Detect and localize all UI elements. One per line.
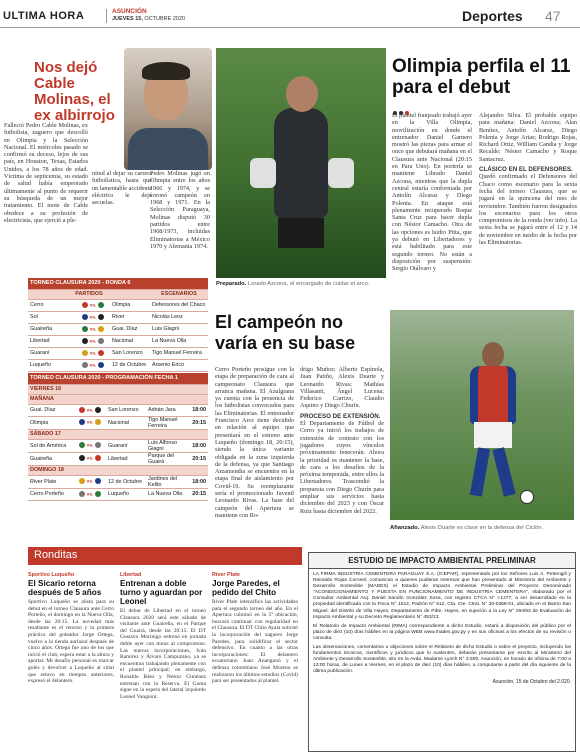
ronda6-row [28, 299, 208, 311]
ronditas-title: Ronditas [34, 549, 78, 561]
player-leg-left [470, 447, 490, 496]
ronda6-home: Libertad [28, 335, 76, 347]
legal-notice [308, 552, 576, 752]
ronda6-home: Luqueño [28, 359, 76, 371]
fecha1-row [28, 488, 208, 500]
fecha1-day: DOMINGO 18 [28, 465, 208, 475]
goalkeeper-shorts [278, 218, 324, 248]
vs-mark: vs. [86, 492, 94, 498]
fecha1-venue: Tigo Manuel Ferreira [146, 416, 188, 429]
football-icon [520, 490, 534, 504]
ronditas-headline: Entrenan a doble turno y aguardan por Leonel [120, 579, 203, 606]
ronda6-vs-cell [76, 359, 110, 371]
ronditas-tag: Libertad [120, 572, 142, 578]
club-crest-icon [82, 314, 88, 320]
fecha1-venue: Adrián Jara [146, 404, 188, 416]
olimpia-col2 [479, 112, 577, 246]
fecha1-home: Guai. Díaz [28, 404, 74, 416]
fecha1-away: Luqueño [106, 488, 146, 500]
cerro-col1: Cerro Porteño prosigue con la etapa de preparación de cara al campeonato Clausura que arranca mañana. El Azulgrana ya cuenta con la presencia de los futbolistas convocados para las Eliminatorias. El entrenador Francisco Arce tiene decidido en relación al equipo que presentará en el estreno ante Luqueño (domingo 18, 20:15), siendo la única variante obligada en la zona izquierda de la defensa, ya que Santiago Arzamendia se encuentra en la etapa final de aislamiento por Covid-19. Su reemplazante sería el promocionado Juvenil Leonardo Rivas. La base del campeón del Apertura se mantiene con Ro- [215, 366, 294, 519]
fecha1-venue: Jardines del Kelito [146, 475, 188, 488]
olimpia-caption [216, 281, 391, 287]
club-crest-icon [79, 442, 85, 448]
fecha1-vs-cell [74, 475, 106, 488]
ronditas-item [120, 572, 206, 700]
legal-notice-title: ESTUDIO DE IMPACTO AMBIENTAL PRELIMINAR [309, 553, 575, 569]
club-crest-icon [79, 407, 85, 413]
player-head [482, 342, 504, 368]
fecha1-vs-cell [74, 416, 106, 429]
ronditas-text: River Plate intensifica las actividades para el segundo torneo del año. En el Apertura culminó en la 5ª ubicación, buscará continuar con regularidad en el Clausura. El DT Chito Ayala solicitó la incorporación del zaguero Jorge Paredes, para solidificar el sector defensivo. En cuanto a las otras incorporaciones: El delantero ecuatoriano Juan Anangonó y el defensa colombiano José Moreno se realizaron los últimos estudios (Covid) para ser presentados al plantel. [212, 599, 299, 685]
fecha1-slot-row [28, 394, 208, 404]
ronda6-venue: La Nueva Olla [150, 335, 208, 347]
fecha1-vs-cell [74, 452, 106, 465]
cerro-col2 [300, 366, 384, 515]
ronda6-vs-cell [76, 335, 110, 347]
header-date-prefix: JUEVES 15, [112, 16, 143, 22]
fecha1-away: 12 de Octubre [106, 475, 146, 488]
fecha1-away: Guaraní [106, 439, 146, 452]
club-crest-icon [79, 455, 85, 461]
cerro-caption [390, 525, 576, 531]
ronditas-headline: El Sicario retorna después de 5 años [28, 579, 102, 597]
fecha1-day-row [28, 429, 208, 439]
cerro-col2b: El Departamento de Fútbol de Cerro ya inició los trabajos de extensión de contrato con los jugadores cuyos vínculos próximamente fenecerán. Ahora la prioridad es mantener la base, de cara a los desafíos de la próxima temporada, entre ellos la Libertadores. Trascendió la propuesta con Diego Churín para ampliar sus servicios hasta diciembre del 2023 y con Óscar Ruiz hasta diciembre del 2022. [300, 420, 384, 515]
fecha1-day: VIERNES 16 [28, 384, 208, 394]
fecha1-vs-cell [74, 488, 106, 500]
ronda6-row [28, 311, 208, 323]
fecha1-day-row [28, 384, 208, 394]
ronda6-row [28, 347, 208, 359]
fecha1-vs-cell [74, 439, 106, 452]
header-date [112, 16, 185, 22]
ronda6-away: San Lorenzo [110, 347, 150, 359]
fecha1-home: Guaireña [28, 452, 74, 465]
ronditas-tag: Sportivo Luqueño [28, 572, 75, 578]
vs-mark: vs. [89, 315, 97, 321]
ronditas-item [212, 572, 298, 685]
molinas-hair [142, 62, 190, 80]
ronda6-table [28, 278, 208, 372]
club-crest-icon [79, 419, 85, 425]
molinas-shirt [128, 128, 208, 170]
ronditas-text: Sportivo Luqueño se alista para su debut en el torneo Clausura ante Cerro Porteño, el domingo en la Nueva Olla, desde las 20:15. La novedad más resaltante es el retorno y la primera práctica del goleador Jorge Ortega, vuelve a la tienda auriazul después de cinco años. Ortega fue uno de los que inició el club, espera estar a la altura y aportar. Mi desafío personal es marcar goles y devolver a Luqueño al sitial que estuvo en tiempos anteriores, expresó el delantero. [28, 599, 114, 685]
club-crest-icon [82, 350, 88, 356]
cerro-photo [390, 310, 574, 520]
fecha1-time: 18:00 [188, 475, 208, 488]
fecha1-time: 20:15 [188, 488, 208, 500]
fecha1-time: 20:15 [188, 452, 208, 465]
legal-notice-signature: Asunción, 15 de Octubre del 2.020. [492, 678, 571, 685]
ronditas-bar [28, 547, 302, 565]
fecha1-row [28, 439, 208, 452]
ronditas-text: El debut de Libertad en el torneo Clausura 2020 será este sábado de visitante ante Guaireña, en el Parque del Guairá, desde las 20:15. El DT Gustavo Morínigo entrenó en jornada doble ayer con miras al compromiso. Las nuevas incorporaciones, Iván Ramírez y Álvaro Campuzano, ya se encuentran trabajando plenamente con el plantel principal; en embargo, Ronaldo Báez y Néstor Giménez entrenan con la Reserva. El Guma sigue en la espera del lateral izquierdo Leonel Vangioni. [120, 608, 206, 700]
header-date-suffix: OCTUBRE 2020 [144, 16, 186, 22]
vs-mark: vs. [86, 456, 94, 462]
ronda6-venue: Luis Giagni [150, 323, 208, 335]
olimpia-col1: El plantel franjeado trabajó ayer en la Villa Olimpia, movilización en donde el entrenador Daniel Garnero mostró las piezas para armar el once que debutará mañana en el Clausura ante Nacional (20:15 en Para Uno). En portería se mantiene Librado Daniel Azcona, mientras que la dupla central estaría conformada por Antolín Alcaraz y Diego Polenta. En ataque está plenamente recuperado Roque Santa Cruz para hacer dupla con Néstor Camacho. Otra de las opciones es Isidro Pitta, que ya debutó en Libertadores y está habilitado para este segundo torneo. No están a disposición por suspensión: Sergio Otálvaro y [392, 112, 472, 273]
header-city: ASUNCIÓN [112, 8, 147, 15]
club-crest-icon [82, 338, 88, 344]
molinas-headline: Nos dejó Cable Molinas, el ex albirrojo [34, 59, 115, 124]
club-crest-icon [95, 419, 101, 425]
fecha1-time: 18:00 [188, 404, 208, 416]
ronda6-venue: Nicolás Leoz [150, 311, 208, 323]
cerro-col2a: drigo Muñoz; Alberto Espínola, Juan Patiño, Alexis Duarte y Leonardo Rivas; Mathías Villasanti, Ángel Lucena; Federico Carrizo, Claudio Aquino y Diego Churín. [300, 366, 384, 410]
club-crest-icon [82, 302, 88, 308]
vs-mark: vs. [86, 479, 94, 485]
fecha1-home: Sol de América [28, 439, 74, 452]
ronda6-home: Cerro [28, 299, 76, 311]
fecha1-home: River Plate [28, 475, 74, 488]
page-header [0, 0, 580, 28]
fecha1-away: San Lorenzo [106, 404, 146, 416]
fecha1-row [28, 475, 208, 488]
ronda6-vs-cell [76, 299, 110, 311]
fecha1-row [28, 416, 208, 429]
fecha1-day: SÁBADO 17 [28, 429, 208, 439]
ronda6-venue: Defensores del Chaco [150, 299, 208, 311]
ronda6-title: TORNEO CLAUSURA 2020 - RONDA 6 [28, 278, 208, 289]
vs-mark: vs. [89, 327, 97, 333]
ronda6-row [28, 359, 208, 371]
legal-notice-body [309, 569, 575, 688]
ronda6-away: Nacional [110, 335, 150, 347]
ronditas-item [28, 572, 114, 685]
header-category: Deportes [462, 8, 523, 24]
club-crest-icon [98, 362, 104, 368]
vs-mark: vs. [89, 351, 97, 357]
player-leg-right [492, 447, 515, 496]
cerro-headline: El campeón no varía en su base [215, 312, 356, 353]
vs-mark: vs. [89, 363, 97, 369]
molinas-col3: Pedro Molinas jugó en Olimpia entre los años 1966 y 1974, y se coronó campeón en 1968 y 1971. En la Selección Paraguaya, Molinas disputó 30 partidos entre 1968/1973, incluidas Eliminatorias a México 1970 y Alemania 1974. [150, 170, 210, 250]
ronda6-vs-cell [76, 323, 110, 335]
fecha1-home: Cerro Porteño [28, 488, 74, 500]
fecha1-time: 18:00 [188, 439, 208, 452]
molinas-col2: nitud al dejar su carrera futbolística, hasta que un lamentable accidente eléctrico le dejó secuelas. [92, 170, 152, 207]
ronda6-away: 12 de Octubre [110, 359, 150, 371]
olimpia-headline: Olimpia perfila el 11 para el debut [392, 56, 571, 98]
fecha1-away: Nacional [106, 416, 146, 429]
vs-mark: vs. [86, 420, 94, 426]
ronda6-col-stadium: ESCENARIOS [150, 289, 208, 299]
fecha1-home: Olimpia [28, 416, 74, 429]
fecha1-slot: MAÑANA [28, 394, 208, 404]
vs-mark: vs. [89, 303, 97, 309]
ronda6-home: Guaireña [28, 323, 76, 335]
club-crest-icon [98, 350, 104, 356]
page-number: 47 [545, 8, 561, 24]
fecha1-venue: Luis Alfonso Giagni [146, 439, 188, 452]
club-crest-icon [95, 442, 101, 448]
player-shirt [470, 366, 516, 424]
vs-mark: vs. [86, 443, 94, 449]
fecha1-venue: La Nueva Olla [146, 488, 188, 500]
club-crest-icon [95, 491, 101, 497]
cerro-col2-subhead: PROCESO DE EXTENSIÓN. [300, 412, 381, 420]
ronditas-columns [28, 572, 302, 752]
ronda6-away: River [110, 311, 150, 323]
goalkeeper-body [274, 108, 328, 218]
legal-notice-p2: El Relatorio de Impacto Ambiental (RIMA) correspondiente a dicho Estudio, estará a disposición del público por el plazo de diez (10) días hábiles en la página WEB www.mades.gov.py y en sus oficinas a los efectos de su revisión o consulta. [313, 623, 571, 641]
molinas-col1: Falleció Pedro Cable Molinas, ex futbolista, zaguero que descolló en Olimpia y la Selección Nacional. El miércoles pasado se confirmó su deceso, lejos de sus país, en Houston, Texas, Estados Unidos, a los 78 años de edad. Víctima de septicemia, su estado de salud había empeorado últimamente al punto de requerir su búsqueda de un mejor tratamiento. El mote de Cable obedece a su profesión de electricista, que ejerció a ple- [4, 122, 88, 224]
fecha1-day-row [28, 465, 208, 475]
ronda6-away: Olimpia [110, 299, 150, 311]
olimpia-col2b: Quedó confirmado el Defensores del Chaco como escenario para la sexta fecha del torneo Clausura, que se jugará en la quincena del mes de noviembre. También fueron designados los escenarios para los otros compromisos de la ronda (ver info). La sexta fecha se jugará entre el 12 y 14 de noviembre en medio de la fecha por las Eliminatorias. [479, 173, 577, 247]
goalkeeper-glove-left [250, 158, 276, 188]
olimpia-photo [216, 48, 386, 278]
cerro-caption-text: Alexis Duarte es clave en la defensa del Ciclón. [420, 525, 544, 531]
vs-mark: vs. [89, 339, 97, 345]
ronda6-home: Guaraní [28, 347, 76, 359]
player-shorts [474, 422, 512, 448]
ronda6-vs-cell [76, 311, 110, 323]
fecha1-title: TORNEO CLAUSURA 2020 - PROGRAMACIÓN FECHA 1 [28, 373, 208, 384]
club-crest-icon [95, 407, 101, 413]
olimpia-caption-bold: Preparado. [216, 281, 247, 287]
header-divider [106, 9, 107, 23]
legal-notice-p1: LA FIRMA INDUSTRIA CEMENTERA PARAGUAY S.A. (ICEPAR), representado por los Señores Luis A. Pettengill y Reinaldo Rojas Coronel, comunican a quienes pudieran interesar que han presentado al Ministerio del Ambiente y Desarrollo Sostenible (MADES) el Estudio de Impacto Ambiental Preliminar del Proyecto Denominado "ACONDICIONAMIENTO Y PUESTA EN FUNCIONAMIENTO DE INDUSTRIA CEMENTERA", elaborado por el Consultor Ambiental Arq. Daniel Sandín González Sosa, con registro CTCA N° I-1277, a ser desarrollado en la propiedad identificada con la Finca N° 1512, Padrón N° 512, Cta. Cte. Ctral. N° 30-0368-01, ubicado en el Barrio San Miguel, del Distrito de Villa Hayes, Departamento de Pdte. Hayes, en sujeción a la Ley N° 294/93 de Evaluación de Impacto Ambiental y su Decreto Reglamentario N° 453/13. [313, 572, 571, 620]
vs-mark: vs. [86, 408, 94, 414]
club-crest-icon [98, 314, 104, 320]
club-crest-icon [95, 455, 101, 461]
goalkeeper-head [286, 76, 318, 112]
ronda6-away: Guai. Díaz [110, 323, 150, 335]
fecha1-away: Libertad [106, 452, 146, 465]
ronda6-venue: Arsenio Erico [150, 359, 208, 371]
ronda6-row [28, 335, 208, 347]
club-crest-icon [82, 362, 88, 368]
club-crest-icon [98, 302, 104, 308]
cerro-caption-bold: Afianzado. [390, 525, 420, 531]
ronda6-home: Sol [28, 311, 76, 323]
fecha1-vs-cell [74, 404, 106, 416]
fecha1-row [28, 404, 208, 416]
fecha1-table [28, 373, 208, 501]
ronditas-headline: Jorge Paredes, el pedido del Chito [212, 579, 280, 597]
club-crest-icon [82, 326, 88, 332]
legal-notice-p3: Las observaciones, comentarios u objeciones sobre el Relatorio de dicho Estudio o sobre el proyecto, incluyendo los fundamentos técnicos, científicos y jurídicos que lo sustenten, deberán presentarse por escrito al Ministerio del Ambiente y Desarrollo Sostenible, sito en la Avda. Madame Lynch N° 3.500, Asunción, en horario de oficina de 7:00 a 13:00 horas, de Lunes a Viernes, en el plazo de diez (10) días hábiles, a computarse a partir del día siguiente de la última publicación. [313, 645, 571, 675]
club-crest-icon [79, 491, 85, 497]
olimpia-col2a: Alejandro Silva. El probable equipo para mañana: Daniel Azcona; Alan Benítez, Antolín Alcaraz, Diego Polenta y Jorge Arias; Rodrigo Rojas, Richard Ortiz, William Candia y Jorge Recalde; Néstor Camacho y Roque Santacruz. [479, 112, 577, 163]
ronditas-tag: River Plate [212, 572, 240, 578]
club-crest-icon [95, 478, 101, 484]
header-rule [0, 27, 580, 28]
olimpia-col2-subhead: CLÁSICO EN EL DEFENSORES. [479, 166, 573, 174]
masthead-section: ULTIMA HORA [3, 10, 85, 22]
ronda6-row [28, 323, 208, 335]
ronda6-venue: Tigo Manuel Ferreira [150, 347, 208, 359]
club-crest-icon [98, 326, 104, 332]
molinas-photo [124, 48, 212, 170]
goalkeeper-glove-right [328, 158, 354, 188]
fecha1-venue: Parque del Guairá [146, 452, 188, 465]
olimpia-caption-text: Lorado Azcona, el encargado de cuidar el arco. [247, 281, 370, 287]
club-crest-icon [98, 338, 104, 344]
ronda6-col-matches: PARTIDOS [28, 289, 150, 299]
ronda6-vs-cell [76, 347, 110, 359]
fecha1-row [28, 452, 208, 465]
club-crest-icon [79, 478, 85, 484]
fecha1-time: 20:15 [188, 416, 208, 429]
